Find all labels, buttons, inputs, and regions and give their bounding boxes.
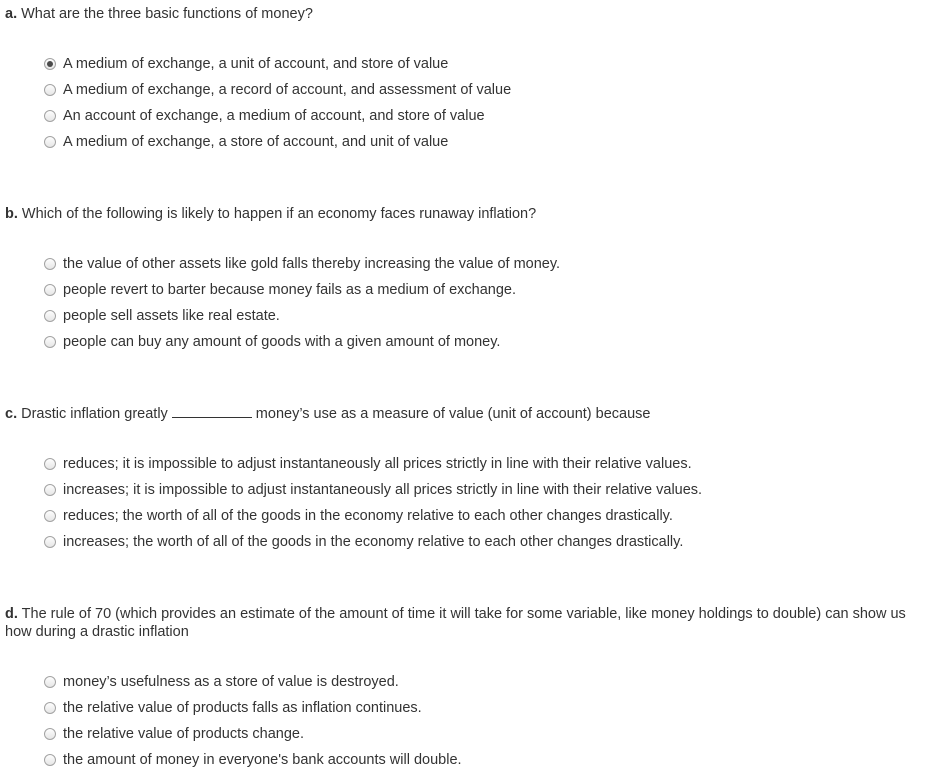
question-b-text — [5, 205, 928, 223]
option-b-1[interactable] — [44, 251, 560, 277]
option-a-4[interactable] — [44, 129, 511, 155]
fill-in-blank — [172, 405, 252, 418]
option-b-2[interactable] — [44, 277, 560, 303]
radio-button[interactable] — [44, 754, 56, 766]
option-b-3[interactable] — [44, 303, 560, 329]
radio-button[interactable] — [44, 484, 56, 496]
radio-button[interactable] — [44, 676, 56, 688]
option-label: money’s usefulness as a store of value is destroyed. — [63, 674, 399, 690]
radio-button[interactable] — [44, 310, 56, 322]
question-d-prompt: The rule of 70 (which provides an estimate of the amount of time it will take for some variable, like money holdings to double) can show us how during a drastic inflation — [5, 606, 906, 640]
option-label: reduces; it is impossible to adjust instantaneously all prices strictly in line with their relative values. — [63, 456, 692, 472]
radio-button[interactable] — [44, 510, 56, 522]
option-c-2[interactable] — [44, 477, 702, 503]
question-b — [5, 205, 928, 223]
radio-button[interactable] — [44, 110, 56, 122]
option-c-4[interactable] — [44, 529, 702, 555]
question-b-options — [44, 251, 560, 355]
option-b-4[interactable] — [44, 329, 560, 355]
question-d — [5, 605, 928, 641]
option-d-1[interactable] — [44, 669, 462, 695]
option-a-2[interactable] — [44, 77, 511, 103]
radio-button[interactable] — [44, 536, 56, 548]
question-a-letter: a. — [5, 6, 18, 22]
question-c-options — [44, 451, 702, 555]
option-c-1[interactable] — [44, 451, 702, 477]
question-a — [5, 5, 928, 23]
radio-button[interactable] — [44, 258, 56, 270]
radio-button[interactable] — [44, 702, 56, 714]
option-label: people can buy any amount of goods with a given amount of money. — [63, 334, 501, 350]
option-label: An account of exchange, a medium of account, and store of value — [63, 108, 485, 124]
option-label: people revert to barter because money fails as a medium of exchange. — [63, 282, 516, 298]
radio-button[interactable] — [44, 458, 56, 470]
option-a-1[interactable] — [44, 51, 511, 77]
question-a-prompt: What are the three basic functions of money? — [21, 6, 313, 22]
option-label: the value of other assets like gold falls thereby increasing the value of money. — [63, 256, 561, 272]
question-c — [5, 405, 928, 423]
option-label: A medium of exchange, a unit of account, and store of value — [63, 56, 449, 72]
radio-button-selected[interactable] — [44, 58, 56, 70]
option-d-4[interactable] — [44, 747, 462, 773]
option-label: increases; the worth of all of the goods in the economy relative to each other changes drastically. — [63, 534, 684, 550]
option-label: A medium of exchange, a record of account, and assessment of value — [63, 82, 512, 98]
question-a-text — [5, 5, 928, 23]
question-c-text — [5, 405, 928, 423]
option-label: reduces; the worth of all of the goods in the economy relative to each other changes drastically. — [63, 508, 673, 524]
question-c-prompt-end: money’s use as a measure of value (unit of account) because — [255, 406, 651, 422]
option-c-3[interactable] — [44, 503, 702, 529]
option-label: the amount of money in everyone's bank accounts will double. — [63, 752, 462, 768]
radio-button[interactable] — [44, 336, 56, 348]
radio-button[interactable] — [44, 284, 56, 296]
option-d-2[interactable] — [44, 695, 462, 721]
option-label: A medium of exchange, a store of account, and unit of value — [63, 134, 449, 150]
question-a-options — [44, 51, 511, 155]
question-c-prompt-start: Drastic inflation greatly — [21, 406, 168, 422]
question-b-letter: b. — [5, 206, 18, 222]
option-label: the relative value of products change. — [63, 726, 305, 742]
radio-button[interactable] — [44, 136, 56, 148]
option-label: increases; it is impossible to adjust instantaneously all prices strictly in line with their relative values. — [63, 482, 703, 498]
option-label: people sell assets like real estate. — [63, 308, 280, 324]
question-d-letter: d. — [5, 606, 18, 622]
question-d-options — [44, 669, 462, 773]
option-d-3[interactable] — [44, 721, 462, 747]
radio-button[interactable] — [44, 728, 56, 740]
option-a-3[interactable] — [44, 103, 511, 129]
question-c-letter: c. — [5, 406, 18, 422]
radio-button[interactable] — [44, 84, 56, 96]
question-b-prompt: Which of the following is likely to happen if an economy faces runaway inflation? — [21, 206, 537, 222]
option-label: the relative value of products falls as inflation continues. — [63, 700, 422, 716]
question-d-text — [5, 605, 928, 641]
